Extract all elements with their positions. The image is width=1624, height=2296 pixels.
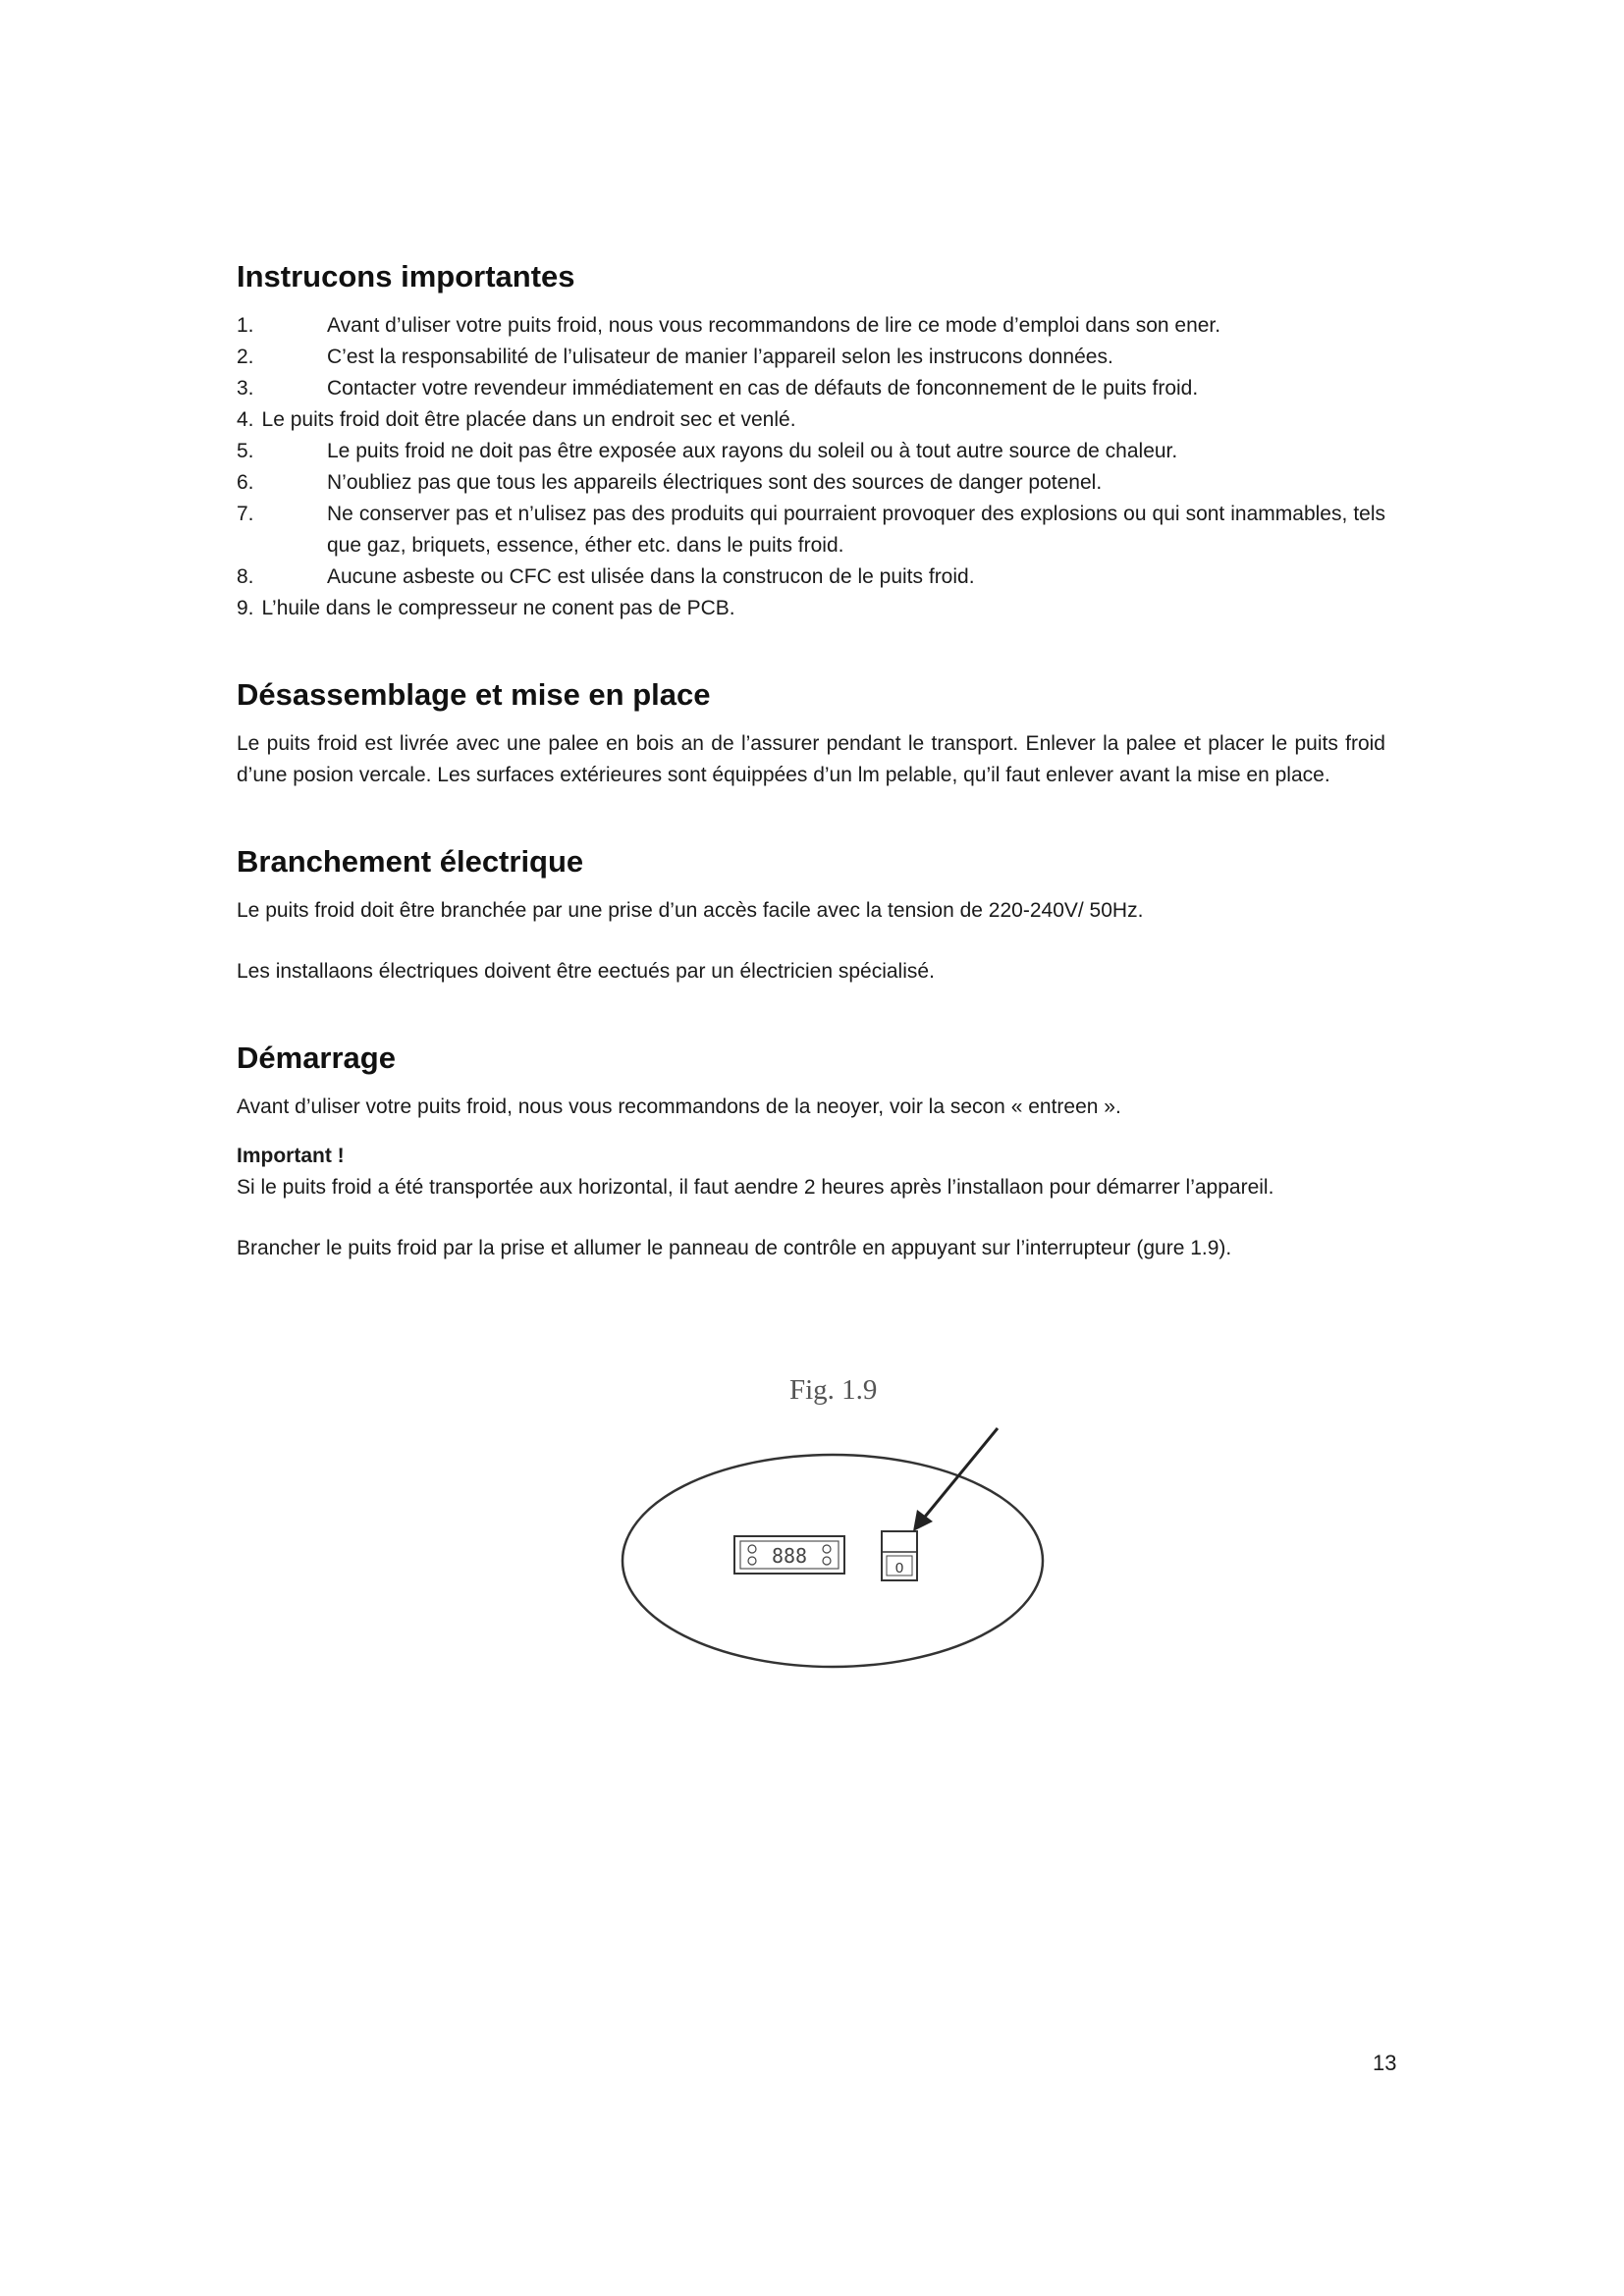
page-number: 13: [1373, 2051, 1397, 2075]
heading-startup: Démarrage: [237, 1041, 396, 1075]
heading-electrical: Branchement électrique: [237, 844, 584, 879]
switch-label: 0: [894, 1560, 904, 1576]
list-item: [237, 404, 1385, 436]
important-paragraph: Si le puits froid a été transportée aux horizontal, il faut aendre 2 heures après l’installaon pour démarrer l’appareil.: [237, 1176, 1274, 1199]
list-item: [237, 593, 1385, 624]
item-text: Le puits froid doit être placée dans un endroit sec et venlé.: [261, 408, 796, 431]
item-number: 4.: [237, 408, 254, 431]
arrow-icon: [913, 1428, 998, 1531]
item-text: Avant d’uliser votre puits froid, nous vous recommandons de lire ce mode d’emploi dans son ener.: [327, 314, 1221, 337]
list-item: [237, 373, 1385, 404]
startup-paragraph-1: Avant d’uliser votre puits froid, nous vous recommandons de la neoyer, voir la secon « entreen ».: [237, 1095, 1121, 1118]
item-number: 1.: [237, 314, 254, 337]
item-number: 3.: [237, 377, 254, 400]
item-text: L’huile dans le compresseur ne conent pas de PCB.: [261, 597, 735, 619]
item-number: 5.: [237, 440, 254, 462]
item-text: Ne conserver pas et n’ulisez pas des produits qui pourraient provoquer des explosions ou qui sont inammables, tels que gaz, briquets, essence, éther etc. dans le puits froid.: [327, 503, 1385, 557]
figure-caption: Fig. 1.9: [789, 1374, 878, 1406]
list-item: [237, 310, 1385, 342]
item-number: 7.: [237, 503, 254, 525]
disassembly-paragraph: Le puits froid est livrée avec une palee en bois an de l’assurer pendant le transport. Enlever la palee et placer le puits froid d’une posion vercale. Les surfaces extérieures sont équippées d’un lm pelable, qu’il faut enlever avant la mise en place.: [237, 732, 1385, 786]
item-text: N’oubliez pas que tous les appareils électriques sont des sources de danger potenel.: [327, 471, 1103, 494]
section-startup: [237, 1039, 1385, 1264]
instructions-list: [237, 310, 1385, 624]
important-label: Important !: [237, 1145, 345, 1167]
heading-instructions: Instrucons importantes: [237, 259, 575, 294]
power-switch-icon: [882, 1531, 917, 1580]
list-item: [237, 436, 1385, 467]
list-item: [237, 499, 1385, 561]
section-electrical: [237, 842, 1385, 988]
thermostat-display: [734, 1536, 844, 1574]
startup-paragraph-2: Brancher le puits froid par la prise et allumer le panneau de contrôle en appuyant sur l’interrupteur (gure 1.9).: [237, 1237, 1232, 1259]
electrical-paragraph-2: Les installaons électriques doivent être eectués par un électricien spécialisé.: [237, 960, 935, 983]
item-number: 6.: [237, 471, 254, 494]
electrical-paragraph-1: Le puits froid doit être branchée par une prise d’un accès facile avec la tension de 220-240V/ 50Hz.: [237, 899, 1144, 922]
heading-disassembly: Désassemblage et mise en place: [237, 677, 711, 712]
list-item: [237, 342, 1385, 373]
list-item: [237, 561, 1385, 593]
item-text: Contacter votre revendeur immédiatement en cas de défauts de fonconnement de le puits froid.: [327, 377, 1199, 400]
item-number: 8.: [237, 565, 254, 588]
section-instructions: [237, 257, 1385, 624]
control-panel-figure: [619, 1414, 1060, 1698]
list-item: [237, 467, 1385, 499]
item-text: Le puits froid ne doit pas être exposée aux rayons du soleil ou à tout autre source de chaleur.: [327, 440, 1178, 462]
item-number: 9.: [237, 597, 254, 619]
item-text: C’est la responsabilité de l’ulisateur de manier l’appareil selon les instrucons données.: [327, 346, 1113, 368]
item-number: 2.: [237, 346, 254, 368]
content-column: [237, 257, 1385, 1315]
display-digits: 888: [771, 1544, 808, 1568]
item-text: Aucune asbeste ou CFC est ulisée dans la construcon de le puits froid.: [327, 565, 975, 588]
section-disassembly: [237, 675, 1385, 791]
